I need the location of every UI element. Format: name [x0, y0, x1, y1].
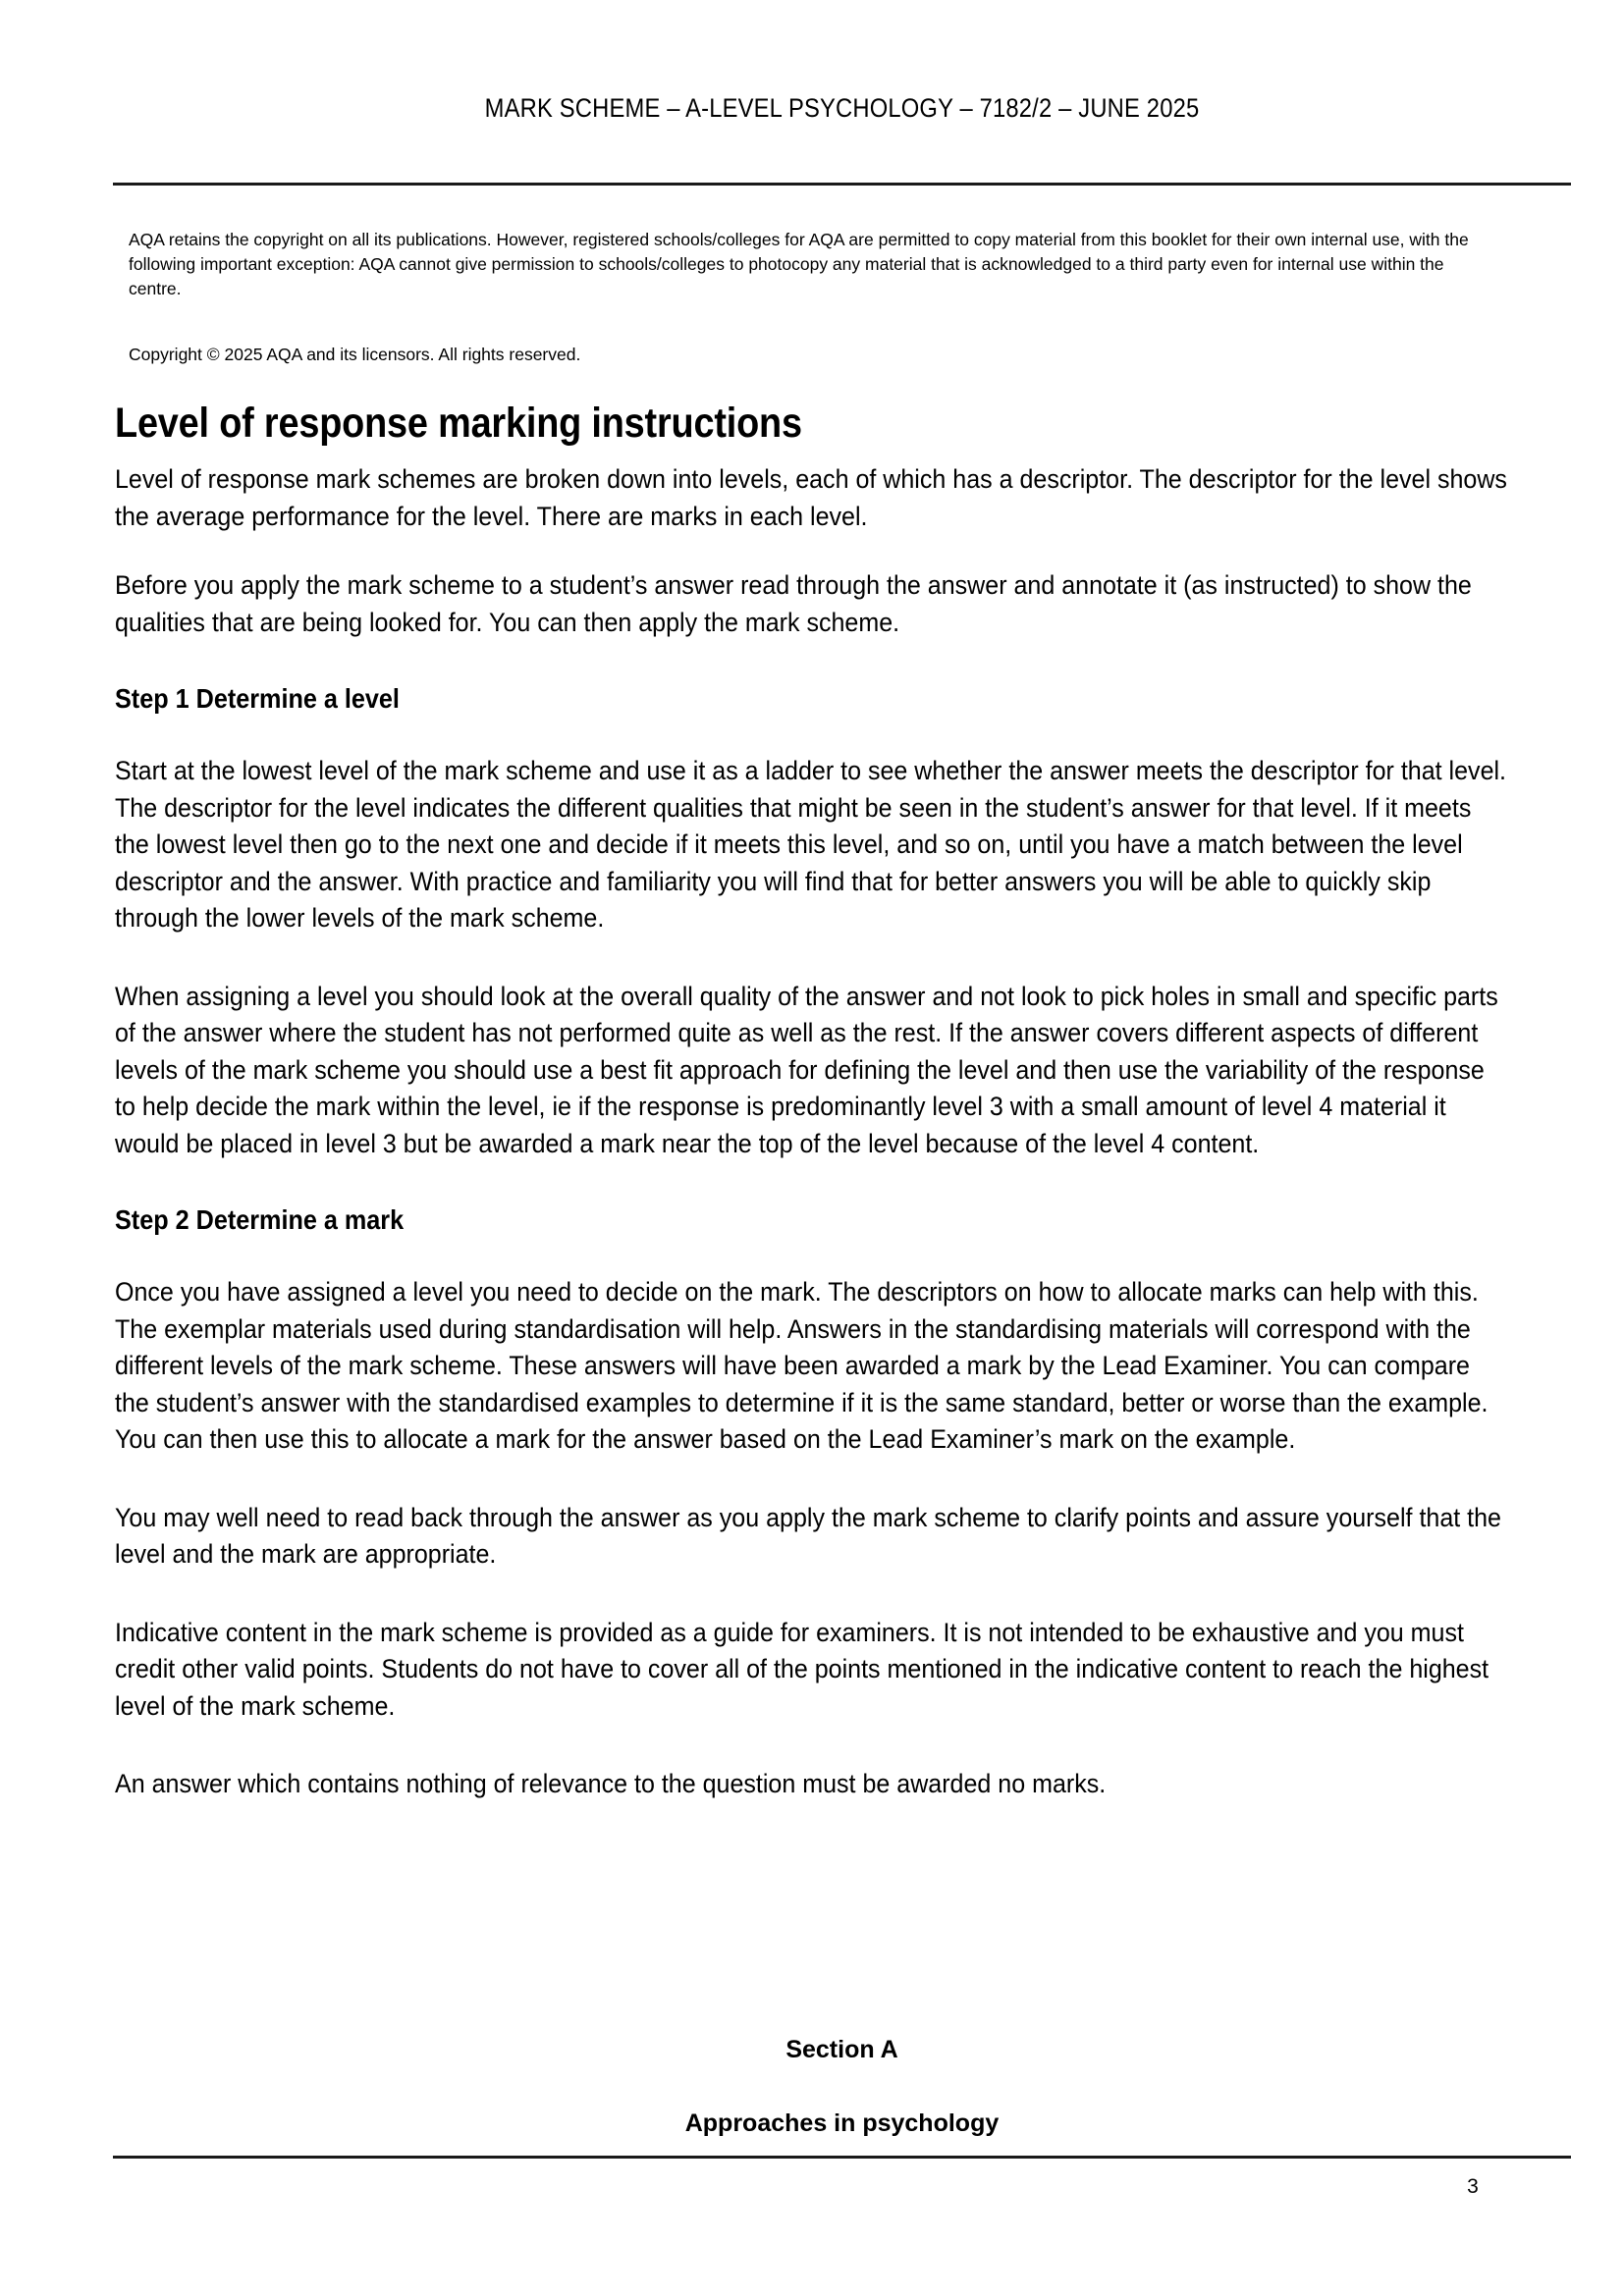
heading-step-2: Step 2 Determine a mark [115, 1204, 405, 1235]
paragraph-intro-1: Level of response mark schemes are broken down into levels, each of which has a descriptor. The descriptor for the level shows the average performance for the level. There are marks in each level. [115, 464, 1507, 531]
paragraph-step2-1: Once you have assigned a level you need to decide on the mark. The descriptors on how to allocate marks can help with this. The exemplar materials used during standardisation will help. Answers in the standardising materials will correspond with the different levels of the mark scheme. These answers will have been awarded a mark by the Lead Examiner. You can compare the student’s answer with the standardised examples to determine if it is the same standard, better or worse than the example. You can then use this to allocate a mark for the answer based on the Lead Examiner’s mark on the example. [115, 1277, 1489, 1454]
paragraph-step2-4: An answer which contains nothing of relevance to the question must be awarded no marks. [115, 1769, 1107, 1798]
copyright-line: Copyright © 2025 AQA and its licensors. All rights reserved. [129, 345, 581, 364]
paragraph-step2-3: Indicative content in the mark scheme is provided as a guide for examiners. It is not intended to be exhaustive and you must credit other valid points. Students do not have to cover all of the points mentioned in the indicative content to reach the highest level of the mark scheme. [115, 1617, 1489, 1721]
body-content [115, 461, 1509, 1836]
section-label: Section A [785, 2036, 898, 2063]
page-title: Level of response marking instructions [115, 399, 802, 447]
paragraph-step1-2: When assigning a level you should look at the overall quality of the answer and not look to pick holes in small and specific parts of the answer where the student has not performed quite as well as the rest. If the answer covers different aspects of different levels of the mark scheme you should use a best fit approach for defining the level and then use the variability of the response to help decide the mark within the level, ie if the response is predominantly level 3 with a small amount of level 4 material it would be placed in level 3 but be awarded a mark near the top of the level because of the level 4 content. [115, 981, 1498, 1158]
paragraph-intro-2: Before you apply the mark scheme to a student’s answer read through the answer and annotate it (as instructed) to show the qualities that are being looked for. You can then apply the mark scheme. [115, 570, 1472, 637]
paragraph-step1-1: Start at the lowest level of the mark scheme and use it as a ladder to see whether the answer meets the descriptor for that level. The descriptor for the level indicates the different qualities that might be seen in the student’s answer for that level. If it meets the lowest level then go to the next one and decide if it meets this level, and so on, until you have a match between the level descriptor and the answer. With practice and familiarity you will find that for better answers you will be able to quickly skip through the lower levels of the mark scheme. [115, 756, 1507, 933]
header-rule [113, 183, 1571, 186]
footer-rule [113, 2156, 1571, 2159]
page-number: 3 [1467, 2175, 1479, 2198]
section-topic-heading: Approaches in psychology [684, 2109, 1000, 2137]
running-header: MARK SCHEME – A-LEVEL PSYCHOLOGY – 7182/2 – JUNE 2025 [484, 93, 1200, 123]
paragraph-step2-2: You may well need to read back through the answer as you apply the mark scheme to clarify points and assure yourself that the level and the mark are appropriate. [115, 1502, 1501, 1569]
copyright-notice: AQA retains the copyright on all its publications. However, registered schools/colleges for AQA are permitted to copy material from this booklet for their own internal use, with the following important exception: AQA cannot give permission to schools/colleges to photocopy any material that is acknowledged to a third party even for internal use within the centre. [129, 230, 1469, 298]
heading-step-1: Step 1 Determine a level [115, 683, 400, 714]
